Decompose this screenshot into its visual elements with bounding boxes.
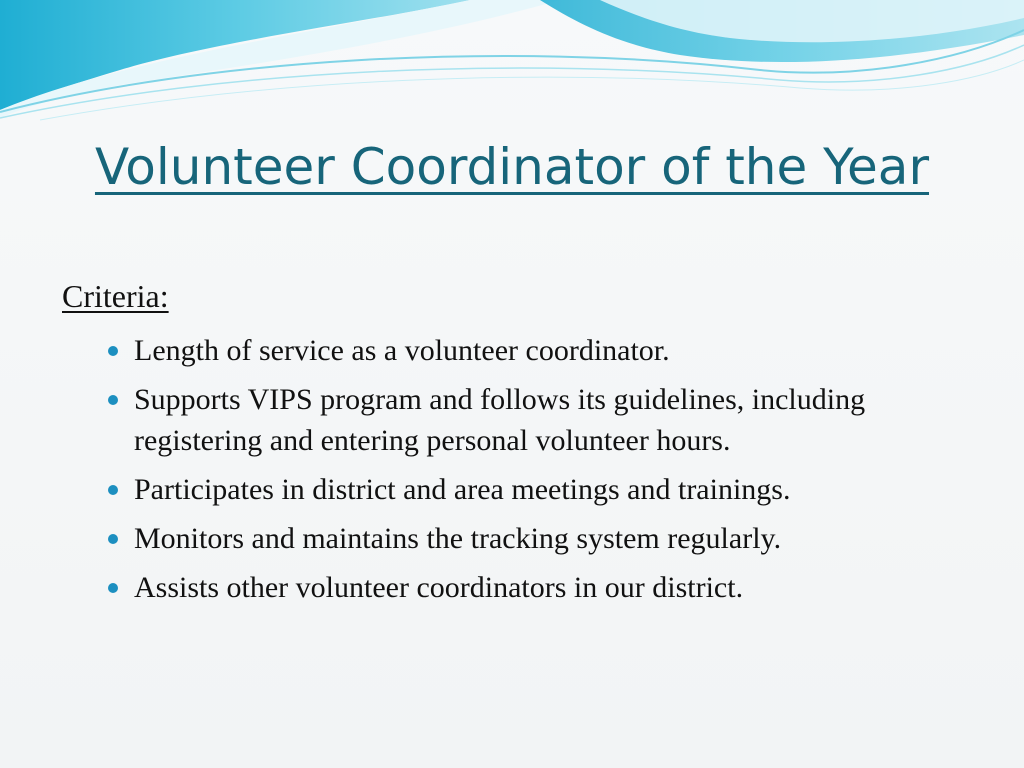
header-wave-decoration xyxy=(0,0,1024,130)
bullet-icon xyxy=(108,395,118,405)
list-item-text: Supports VIPS program and follows its guidelines, including registering and entering personal volunteer hours. xyxy=(134,383,866,457)
list-item xyxy=(108,567,988,608)
criteria-list xyxy=(108,330,988,616)
list-item xyxy=(108,518,988,559)
list-item-text: Length of service as a volunteer coordinator. xyxy=(134,334,670,367)
bullet-icon xyxy=(108,346,118,356)
list-item xyxy=(108,330,988,371)
criteria-label: Criteria: xyxy=(62,278,169,314)
bullet-icon xyxy=(108,534,118,544)
bullet-icon xyxy=(108,583,118,593)
list-item xyxy=(108,469,988,510)
slide-title: Volunteer Coordinator of the Year xyxy=(94,138,930,196)
list-item-text: Assists other volunteer coordinators in our district. xyxy=(134,571,744,604)
list-item xyxy=(108,379,988,461)
bullet-icon xyxy=(108,485,118,495)
list-item-text: Participates in district and area meetings and trainings. xyxy=(134,473,791,506)
list-item-text: Monitors and maintains the tracking system regularly. xyxy=(134,522,782,555)
